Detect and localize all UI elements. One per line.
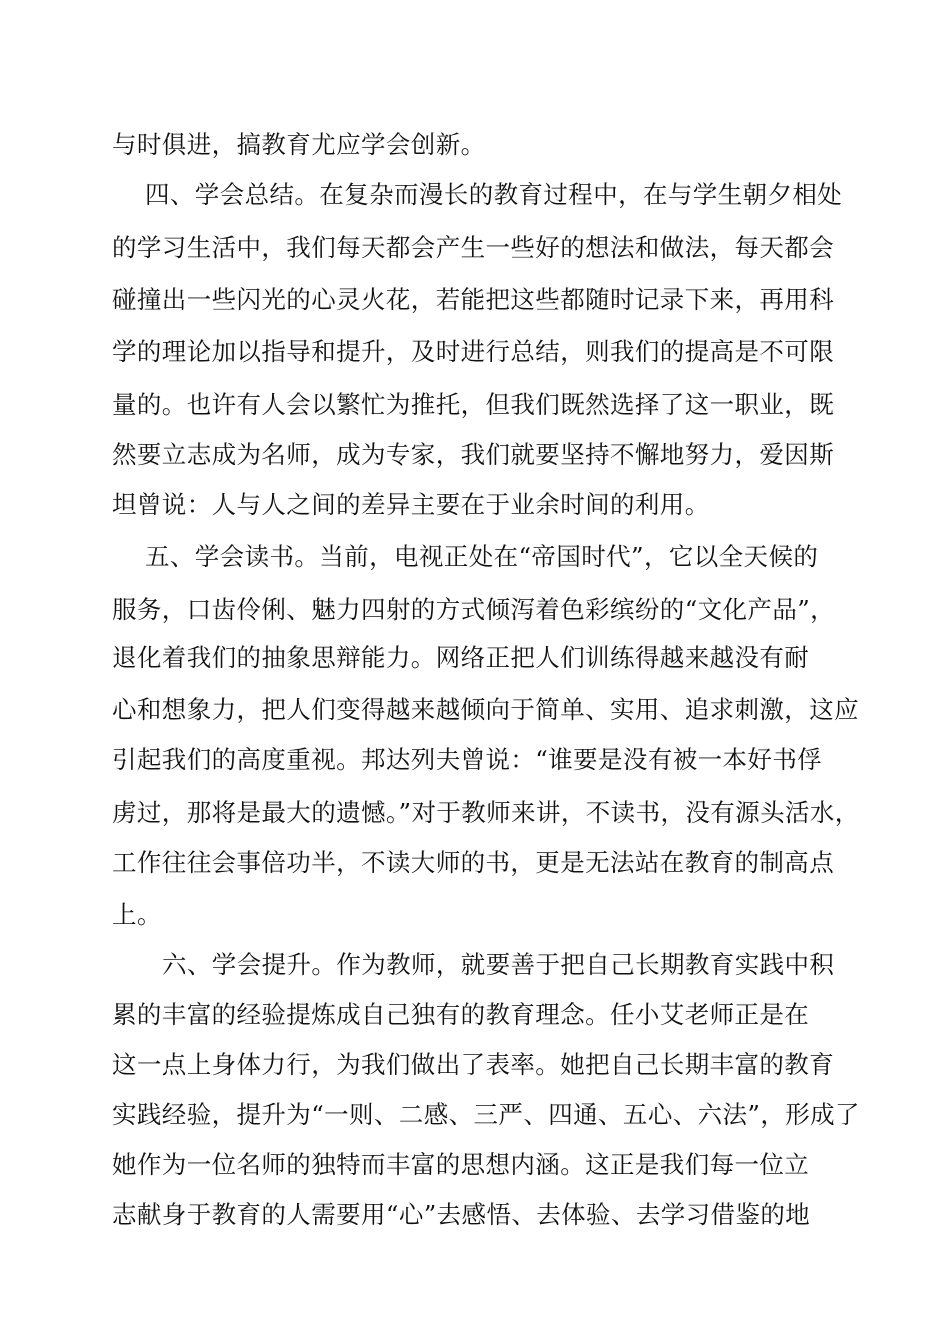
text-line-8: 坦曾说：人与人之间的差异主要在于业余时间的利用。 [112,490,710,519]
text-line-11: 退化着我们的抽象思辩能力。网络正把人们训练得越来越没有耐 [112,643,810,672]
paragraph-4-start: 四、学会总结。在复杂而漫长的教育过程中，在与学生朝夕相处 [145,180,843,209]
text-line-18: 累的丰富的经验提炼成自己独有的教育理念。任小艾老师正是在 [112,1000,810,1029]
text-line-5: 学的理论加以指导和提升，及时进行总结，则我们的提高是不可限 [112,337,835,366]
text-line-12: 心和想象力，把人们变得越来越倾向于简单、实用、追求刺激，这应 [112,695,859,724]
text-line-19: 这一点上身体力行，为我们做出了表率。她把自己长期丰富的教育 [112,1050,835,1079]
text-line-14: 虏过，那将是最大的遗憾。”对于教师来讲，不读书，没有源头活水， [112,798,860,827]
text-line-4: 碰撞出一些闪光的心灵火花，若能把这些都随时记录下来，再用科 [112,285,835,314]
text-line-15: 工作往往会事倍功半，不读大师的书，更是无法站在教育的制高点 [112,848,835,877]
text-line-1: 与时俱进，搞教育尤应学会创新。 [112,130,486,159]
text-line-20: 实践经验，提升为“一则、二感、三严、四通、五心、六法”，形成了 [112,1100,860,1129]
text-line-13: 引起我们的高度重视。邦达列夫曾说：“谁要是没有被一本好书俘 [112,745,823,774]
paragraph-6-start: 六、学会提升。作为教师，就要善于把自己长期教育实践中积 [162,950,835,979]
text-line-7: 然要立志成为名师，成为专家，我们就要坚持不懈地努力，爱因斯 [112,440,835,469]
text-line-16: 上。 [112,900,162,929]
text-line-3: 的学习生活中，我们每天都会产生一些好的想法和做法，每天都会 [112,233,835,262]
text-line-10: 服务，口齿伶俐、魅力四射的方式倾泻着色彩缤纷的“文化产品”， [112,595,836,624]
text-line-6: 量的。也许有人会以繁忙为推托，但我们既然选择了这一职业，既 [112,390,835,419]
text-line-22: 志献身于教育的人需要用“心”去感悟、去体验、去学习借鉴的地 [112,1200,811,1229]
text-line-21: 她作为一位名师的独特而丰富的思想内涵。这正是我们每一位立 [112,1150,810,1179]
paragraph-5-start: 五、学会读书。当前，电视正处在“帝国时代”，它以全天候的 [145,542,819,571]
